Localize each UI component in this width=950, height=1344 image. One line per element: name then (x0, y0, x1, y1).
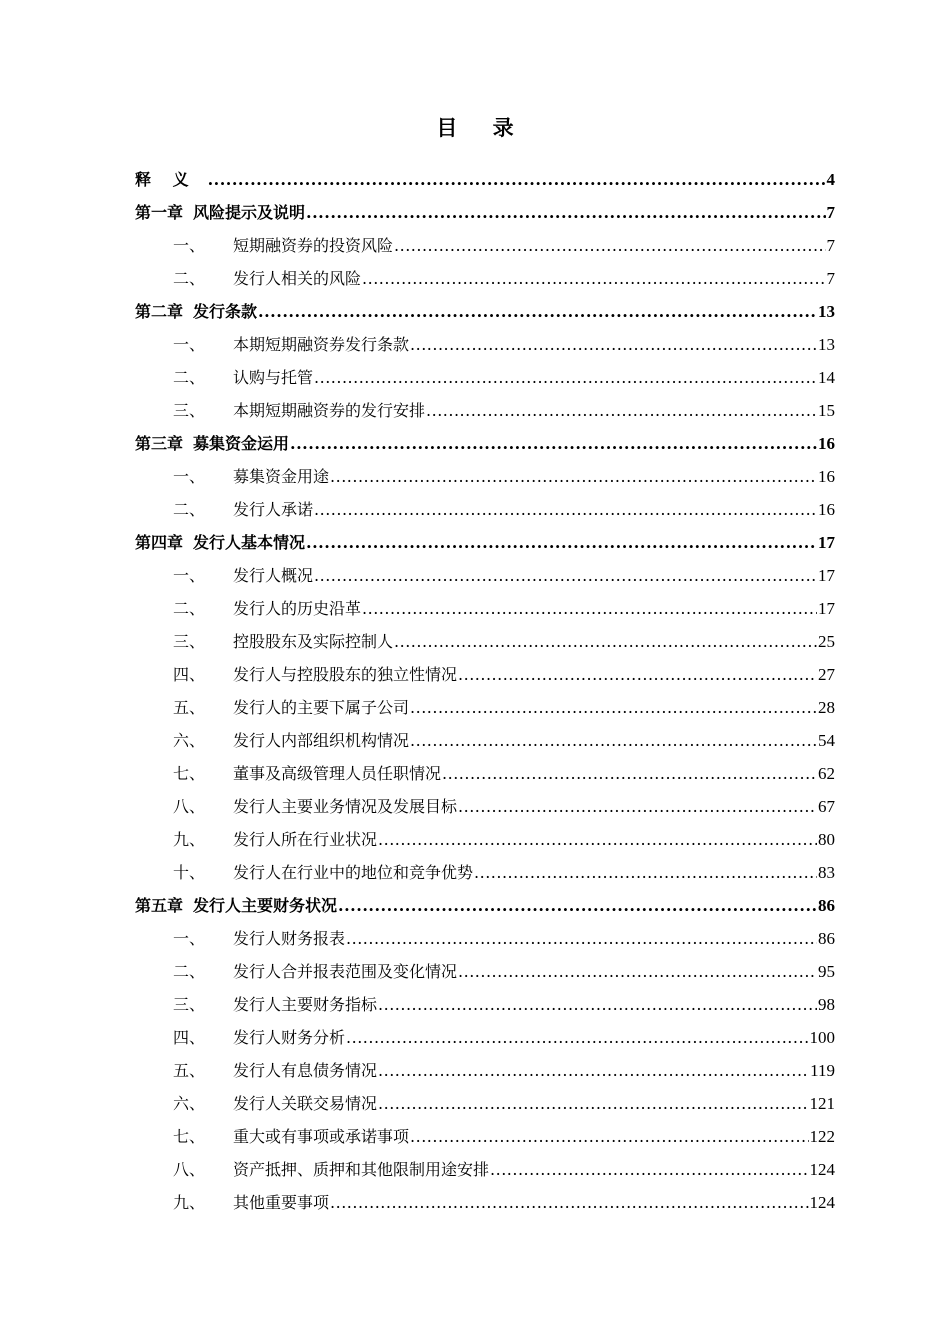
dot-leader (378, 1087, 808, 1120)
toc-section-entry[interactable] (135, 1186, 835, 1219)
toc-entry-page-number: 122 (809, 1127, 835, 1146)
toc-section-entry[interactable] (135, 790, 835, 823)
dot-leader (346, 922, 817, 955)
toc-entry-page-number: 95 (818, 962, 835, 981)
toc-entry-page-number: 98 (818, 995, 835, 1014)
toc-section-entry[interactable] (135, 559, 835, 592)
toc-section-entry[interactable] (135, 229, 835, 262)
toc-section-entry[interactable] (135, 1054, 835, 1087)
toc-entry-label: 资产抵押、质押和其他限制用途安排 (233, 1160, 490, 1179)
toc-entry-page-number: 62 (818, 764, 835, 783)
toc-entry-page-number: 17 (818, 533, 835, 552)
dot-leader (314, 493, 817, 526)
toc-entry-label: 发行人内部组织机构情况 (233, 731, 410, 750)
toc-entry-page-number: 124 (809, 1193, 835, 1212)
toc-entry-number: 第三章 (135, 434, 184, 453)
toc-entry-label: 发行人在行业中的地位和竞争优势 (233, 863, 474, 882)
toc-section-entry[interactable] (135, 823, 835, 856)
dot-leader (290, 427, 817, 460)
toc-entry-page-number: 28 (818, 698, 835, 717)
toc-entry-number: 七、 (173, 764, 206, 783)
toc-section-entry[interactable] (135, 1087, 835, 1120)
toc-entry-number: 第二章 (135, 302, 184, 321)
toc-entry-page-number: 54 (818, 731, 835, 750)
toc-section-entry[interactable] (135, 460, 835, 493)
toc-entry-number: 八、 (173, 797, 206, 816)
toc-entry-page-number: 16 (818, 434, 835, 453)
toc-entry-label: 发行人主要财务指标 (233, 995, 378, 1014)
toc-entry-page-number: 86 (818, 896, 835, 915)
dot-leader (378, 988, 817, 1021)
toc-entry-page-number: 7 (826, 269, 835, 288)
dot-leader (378, 1054, 809, 1087)
toc-entry-label: 发行人承诺 (233, 500, 314, 519)
toc-entry-number: 二、 (173, 599, 206, 618)
toc-entry-number: 十、 (173, 863, 206, 882)
toc-entry-label: 发行人的历史沿革 (233, 599, 362, 618)
toc-chapter-entry[interactable] (135, 526, 835, 559)
toc-entry-number: 四、 (173, 665, 206, 684)
toc-entry-page-number: 14 (818, 368, 835, 387)
dot-leader (442, 757, 817, 790)
toc-entry-label: 本期短期融资券发行条款 (233, 335, 410, 354)
toc-entry-label: 发行人财务报表 (233, 929, 346, 948)
dot-leader (410, 724, 817, 757)
toc-entry-label: 发行人所在行业状况 (233, 830, 378, 849)
dot-leader (410, 328, 817, 361)
dot-leader (208, 163, 826, 196)
toc-entry-label: 发行人概况 (233, 566, 314, 585)
toc-entry-label: 募集资金用途 (233, 467, 330, 486)
toc-title: 目 录 (436, 115, 528, 140)
toc-section-entry[interactable] (135, 955, 835, 988)
dot-leader (458, 955, 817, 988)
toc-entry-label: 短期融资券的投资风险 (233, 236, 394, 255)
toc-entry-number: 第一章 (135, 203, 184, 222)
toc-entry-number: 第五章 (135, 896, 184, 915)
toc-entry-page-number: 86 (818, 929, 835, 948)
toc-section-entry[interactable] (135, 658, 835, 691)
toc-entry-label: 其他重要事项 (233, 1193, 330, 1212)
toc-entry-page-number: 17 (818, 566, 835, 585)
toc-section-entry[interactable] (135, 922, 835, 955)
toc-section-entry[interactable] (135, 262, 835, 295)
toc-chapter-entry[interactable] (135, 196, 835, 229)
toc-entry-number: 一、 (173, 929, 206, 948)
toc-entry-label: 董事及高级管理人员任职情况 (233, 764, 442, 783)
toc-entry-label: 发行人与控股股东的独立性情况 (233, 665, 458, 684)
dot-leader (394, 229, 825, 262)
toc-entry-number: 三、 (173, 995, 206, 1014)
dot-leader (330, 460, 817, 493)
toc-entry-number: 一、 (173, 566, 206, 585)
dot-leader (458, 790, 817, 823)
dot-leader (474, 856, 817, 889)
toc-entry-page-number: 7 (826, 236, 835, 255)
toc-entry-label: 发行人主要业务情况及发展目标 (233, 797, 458, 816)
dot-leader (458, 658, 817, 691)
table-of-contents (135, 163, 835, 1219)
dot-leader (346, 1021, 808, 1054)
toc-entry-page-number: 4 (826, 170, 835, 189)
toc-entry-page-number: 83 (818, 863, 835, 882)
toc-entry-number: 一、 (173, 236, 206, 255)
toc-section-entry[interactable] (135, 856, 835, 889)
dot-leader (378, 823, 817, 856)
toc-section-entry[interactable] (135, 1153, 835, 1186)
toc-entry-page-number: 121 (809, 1094, 835, 1113)
toc-entry-page-number: 17 (818, 599, 835, 618)
toc-entry-number: 二、 (173, 962, 206, 981)
toc-entry-page-number: 124 (809, 1160, 835, 1179)
toc-entry-page-number: 80 (818, 830, 835, 849)
toc-entry-label: 发行人财务分析 (233, 1028, 346, 1047)
dot-leader (394, 625, 817, 658)
toc-entry-page-number: 13 (818, 335, 835, 354)
toc-section-entry[interactable] (135, 394, 835, 427)
dot-leader (410, 1120, 808, 1153)
toc-entry-label: 募集资金运用 (193, 434, 290, 453)
toc-entry-label: 本期短期融资券的发行安排 (233, 401, 426, 420)
dot-leader (330, 1186, 808, 1219)
toc-chapter-entry[interactable] (135, 295, 835, 328)
toc-entry-number: 六、 (173, 731, 206, 750)
toc-entry-label: 发行条款 (193, 302, 258, 321)
toc-section-entry[interactable] (135, 625, 835, 658)
toc-entry-number: 九、 (173, 830, 206, 849)
dot-leader (306, 526, 817, 559)
toc-entry-number: 八、 (173, 1160, 206, 1179)
toc-entry-label: 发行人主要财务状况 (193, 896, 338, 915)
dot-leader (258, 295, 817, 328)
toc-section-entry[interactable] (135, 757, 835, 790)
toc-entry-number: 五、 (173, 698, 206, 717)
toc-entry-page-number: 13 (818, 302, 835, 321)
toc-entry-page-number: 67 (818, 797, 835, 816)
dot-leader (490, 1153, 808, 1186)
dot-leader (426, 394, 817, 427)
toc-entry-label: 发行人相关的风险 (233, 269, 362, 288)
toc-entry-number: 三、 (173, 632, 206, 651)
dot-leader (410, 691, 817, 724)
dot-leader (362, 592, 817, 625)
toc-section-entry[interactable] (135, 1120, 835, 1153)
toc-entry-number: 九、 (173, 1193, 206, 1212)
toc-entry-label: 发行人合并报表范围及变化情况 (233, 962, 458, 981)
toc-entry-number: 七、 (173, 1127, 206, 1146)
dot-leader (362, 262, 825, 295)
toc-chapter-entry[interactable] (135, 889, 835, 922)
toc-entry-page-number: 15 (818, 401, 835, 420)
dot-leader (338, 889, 817, 922)
toc-section-entry[interactable] (135, 691, 835, 724)
dot-leader (314, 559, 817, 592)
toc-entry-label: 重大或有事项或承诺事项 (233, 1127, 410, 1146)
toc-entry-number: 二、 (173, 269, 206, 288)
toc-entry-label: 发行人基本情况 (193, 533, 306, 552)
toc-entry-number: 二、 (173, 368, 206, 387)
toc-entry-number: 六、 (173, 1094, 206, 1113)
toc-entry-number: 五、 (173, 1061, 206, 1080)
toc-chapter-entry[interactable] (135, 163, 835, 196)
toc-section-entry[interactable] (135, 988, 835, 1021)
toc-entry-label: 控股股东及实际控制人 (233, 632, 394, 651)
toc-entry-label: 风险提示及说明 (193, 203, 306, 222)
toc-entry-number: 三、 (173, 401, 206, 420)
toc-section-entry[interactable] (135, 328, 835, 361)
toc-entry-number: 四、 (173, 1028, 206, 1047)
toc-entry-page-number: 16 (818, 500, 835, 519)
toc-entry-page-number: 25 (818, 632, 835, 651)
toc-entry-label: 发行人关联交易情况 (233, 1094, 378, 1113)
toc-entry-number: 一、 (173, 467, 206, 486)
toc-entry-page-number: 119 (810, 1061, 835, 1080)
toc-section-entry[interactable] (135, 361, 835, 394)
toc-entry-page-number: 100 (809, 1028, 835, 1047)
toc-chapter-entry[interactable] (135, 427, 835, 460)
toc-entry-number: 二、 (173, 500, 206, 519)
toc-entry-page-number: 16 (818, 467, 835, 486)
toc-entry-label: 认购与托管 (233, 368, 314, 387)
toc-entry-number: 释 义 (135, 170, 197, 189)
toc-section-entry[interactable] (135, 493, 835, 526)
toc-entry-label: 发行人的主要下属子公司 (233, 698, 410, 717)
toc-section-entry[interactable] (135, 1021, 835, 1054)
toc-entry-label: 发行人有息债务情况 (233, 1061, 378, 1080)
toc-section-entry[interactable] (135, 592, 835, 625)
dot-leader (314, 361, 817, 394)
toc-entry-page-number: 27 (818, 665, 835, 684)
dot-leader (306, 196, 825, 229)
toc-entry-number: 第四章 (135, 533, 184, 552)
toc-section-entry[interactable] (135, 724, 835, 757)
toc-entry-page-number: 7 (826, 203, 835, 222)
toc-entry-number: 一、 (173, 335, 206, 354)
